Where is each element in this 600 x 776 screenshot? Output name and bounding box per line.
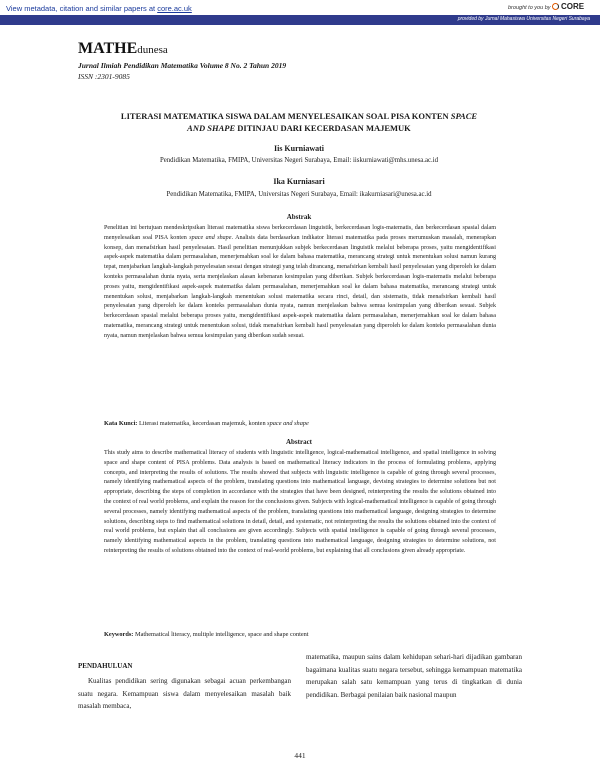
- core-logo[interactable]: [552, 2, 584, 11]
- author-name-2: Ika Kurniasari: [273, 177, 325, 186]
- keywords-text: Mathematical literacy, multiple intelligence, space and shape content: [134, 631, 309, 638]
- page-number: 441: [294, 751, 306, 760]
- abstrak-body-part1: Penelitian ini bertujuan mendeskripsikan literasi matematika siswa berkecerdasan linguistik, berkecerdasan logis-matematis, dan berkecerdasan spasial dalam menyelesaikan soal PISA konten: [104, 225, 496, 241]
- abstrak-body-part2: . Analisis data berdasarkan indikator literasi matematika pada proses merumuskan masalah, menerapkan konsep, dan menafsirkan hasil penyelesaian. Hasil penelitian menunjukkan subjek berkecerdasan linguistik melalui beberapa proses, yaitu mengidentifikasi aspek-aspek matematika dalam permasalahan, menerjemahkan soal ke dalam bahasa matematika, merancang strategi untuk menentukan solusi namun kurang tepat, menjabarkan langkah-langkah penyelesaian sesuai dengan strategi yang telah dirancang, menafsirkan kembali hasil penyelesaian yang diperoleh ke dalam konteks permasalahan dunia nyata, serta menjelaskan alasan kebenaran kesimpulan yang diberikan. Subjek berkecerdasan logis-matematis melalui beberapa proses yaitu, mengidentifikasi aspek-aspek matematika dalam permasalahan, menerjemahkan soal ke dalam bahasa matematika, merancang strategi untuk menentukan solusi, menjabarkan langkah-langkah menentukan solusi matematika secara rinci, detail, dan sistematis, tidak menafsirkan kembali hasil penyelesaian yang diperoleh ke dalam konteks permasalahan dunia nyata, namun menjelaskan bahwa semua kesimpulan yang diberikan sesuai. Subjek berkecerdasan spasial melalui beberapa proses yaitu, mengidentifikasi aspek-aspek matematika dalam permasalahan, menerjemahkan soal ke dalam bahasa matematika, merancang strategi untuk menentukan solusi, tidak menafsirkan kembali hasil penyelesaian yang diperoleh ke dalam konteks permasalahan dunia nyata, namun menjelaskan bahwa semua kesimpulan yang diberikan sudah sesuai.: [104, 234, 496, 339]
- kata-kunci-text: Literasi matematika, kecerdasan majemuk, konten: [139, 420, 266, 427]
- journal-logo: [78, 40, 538, 58]
- title-line2: DITINJAU DARI KECERDASAN MAJEMUK: [237, 123, 411, 133]
- journal-name: Jurnal Ilmiah Pendidikan Matematika Volume 8 No. 2 Tahun 2019: [78, 61, 287, 70]
- abstrak-body: [104, 224, 496, 342]
- title-line1: LITERASI MATEMATIKA SISWA DALAM MENYELESAIKAN SOAL PISA KONTEN: [120, 111, 449, 121]
- abstrak-body-italic: space and shape: [189, 234, 232, 241]
- abstract-heading: Abstract: [285, 438, 313, 446]
- kata-kunci-label: Kata Kunci:: [104, 420, 138, 427]
- keywords-label: Keywords:: [104, 631, 134, 638]
- core-logo-text: CORE: [561, 2, 585, 11]
- section-heading-pendahuluan: PENDAHULUAN: [78, 662, 133, 670]
- journal-issn: ISSN :2301-9085: [78, 72, 130, 81]
- paper-title: [78, 110, 520, 134]
- abstract-body: This study aims to describe mathematical literacy of students with linguistic intelligence, logical-mathematical intelligence, and spatial intelligence in solving space and shape content of PISA problems. Data analysis is based on mathematical literacy indicators in the process of formulating problems, applying concepts, and interpreting the results of solutions. The results showed that subjects with linguistic intelligence is capable of going through several processes, namely identifying mathematical aspects of the problem, translating questions into mathematical language, devising strategies to determine solutions but not appropriate, describing the steps of completion in accordance with the strategies that have been designed, reinterpreting the results the solutions obtained into the context of real world problems, and explain the reason for the conclusions given. Subjects with logical-mathematical intelligence is capable of going through several processes, namely identifying mathematical aspects of the problem, translating questions into mathematical language, designing strategies to determine solutions, describing steps to find mathematical solutions in detail, detail, and systematic, not reinterpreting the results the solutions obtained into the context of real world problems, but explain that all conclusions are given accordingly. Subjects with spatial intelligence is capable of going through several processes, namely identifying mathematical aspects in the problem, translating questions into mathematical language, designing strategies to determine solutions, not reinterpreting the results of solutions obtained into the context of real-world problems, but explaining that all conclusions given already appropriate.: [104, 450, 496, 554]
- provided-by-text: provided by Jurnal Mahasiswa Universitas Negeri Surabaya: [457, 16, 590, 22]
- journal-header: [78, 40, 538, 81]
- journal-logo-sub: dunesa: [137, 44, 168, 56]
- body-column-right: matematika, maupun sains dalam kehidupan sehari-hari dijadikan gambaran bagaimana kualitas suatu negara tersebut, sehingga kemampuan matematika merupakan salah satu kemampuan yang terus di tingkatkan di dunia pendidikan. Berbagai penilaian baik nasional maupun: [306, 653, 522, 699]
- title-line1-italic: SPACE: [450, 111, 478, 121]
- core-link-prefix: View metadata, citation and similar papers at: [6, 4, 156, 13]
- abstrak-heading: Abstrak: [286, 213, 312, 221]
- core-url-link[interactable]: core.ac.uk: [157, 4, 192, 13]
- core-logo-icon: [552, 3, 559, 10]
- body-column-left: Kualitas pendidikan sering digunakan sebagai acuan perkembangan suatu negara. Kemampuan siswa dalam menyelesaikan masalah baik masalah membaca,: [78, 677, 291, 710]
- core-metadata-link[interactable]: [6, 4, 192, 13]
- author-name-1: Iis Kurniawati: [273, 144, 324, 153]
- author-affiliation-2: Pendidikan Matematika, FMIPA, Universitas Negeri Surabaya, Email: ikakurniasari@unesa.ac.id: [166, 191, 432, 198]
- kata-kunci: [104, 420, 496, 427]
- brought-by-text: brought to you by: [508, 5, 551, 11]
- keywords: [104, 631, 496, 638]
- core-topbar: [0, 0, 600, 24]
- author-affiliation-1: Pendidikan Matematika, FMIPA, Universitas Negeri Surabaya, Email: iiskurniawati@mhs.unesa.ac.id: [159, 157, 439, 164]
- provided-by-bar: [0, 15, 600, 25]
- kata-kunci-italic: space and shape: [267, 420, 309, 427]
- journal-logo-main: MATHE: [78, 40, 138, 57]
- title-line2-italic: AND SHAPE: [187, 123, 236, 133]
